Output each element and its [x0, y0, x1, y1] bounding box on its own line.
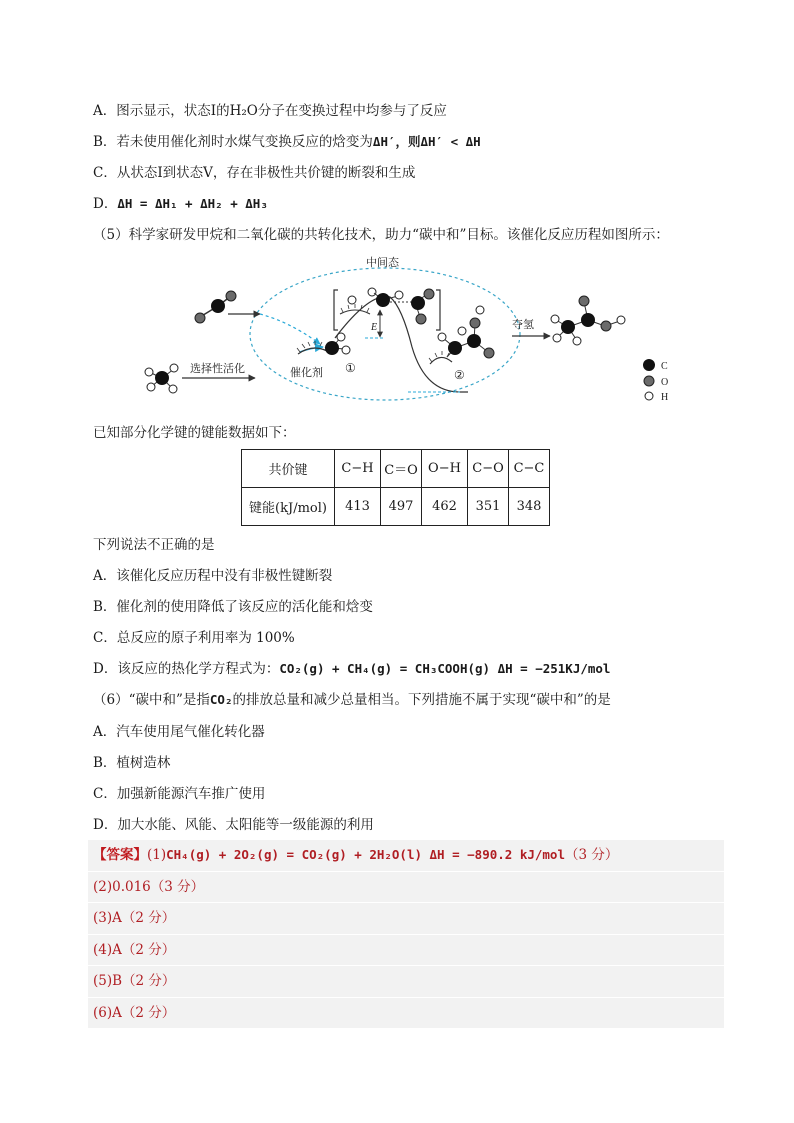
answer-row-2: (2)0.016（3 分） — [88, 872, 724, 904]
ts-bracket-right — [436, 290, 440, 330]
q5-option-d-text: D．该反应的热化学方程式为： — [93, 661, 280, 677]
q5-option-b: B．催化剂的使用降低了该反应的活化能和焓变 — [93, 599, 373, 615]
legend-oxygen-swatch — [644, 376, 654, 386]
bond-table-value-label: 键能(kJ/mol) — [242, 488, 335, 526]
atom-legend — [643, 359, 668, 403]
q4-option-a: A．图示显示，状态Ⅰ的H₂O分子在变换过程中均参与了反应 — [93, 103, 447, 119]
transition-state-species — [340, 288, 434, 324]
adsorbed-ch3 — [325, 333, 350, 355]
q4-option-b-text: B．若未使用催化剂时水煤气变换反应的焓变为 — [93, 134, 373, 150]
catalyst-surface-2 — [429, 351, 452, 364]
q5-option-d-formula: CO₂(g) + CH₄(g) = CH₃COOH(g) ΔH = −251KJ/mol — [279, 661, 611, 676]
bond-energy-table — [241, 449, 550, 526]
legend-oxygen-label: O — [661, 377, 669, 388]
co2-path — [260, 314, 320, 344]
intermediate-region — [250, 268, 520, 400]
selective-activation-label: 选择性活化 — [190, 363, 245, 375]
bond-table-header-row — [242, 450, 550, 488]
q5-option-a: A．该催化反应历程中没有非极性键断裂 — [93, 568, 333, 584]
bond-table-header-label: 共价键 — [242, 450, 335, 488]
answer-row-4: (4)A（2 分） — [88, 935, 724, 967]
bond-energy: 351 — [468, 488, 509, 526]
q4-option-d-label: D． — [93, 196, 118, 212]
q4-option-c: C．从状态Ⅰ到状态Ⅴ，存在非极性共价键的断裂和生成 — [93, 165, 416, 181]
answer-1-prefix: (1) — [147, 847, 167, 863]
intermediate-label: 中间态 — [366, 257, 399, 269]
energy-label: E — [371, 322, 378, 333]
q5-stem: （5）科学家研发甲烷和二氧化碳的共转化技术，助力“碳中和”目标。该催化反应历程如图所示： — [93, 227, 669, 243]
ts-bracket-left — [334, 290, 338, 330]
bond-energy: 497 — [381, 488, 422, 526]
catalyst-label: 催化剂 — [290, 367, 323, 379]
answer-row-6: (6)A（2 分） — [88, 998, 724, 1030]
answer-tag: 【答案】 — [93, 847, 147, 863]
q6-stem-after: 的排放总量和减少总量相当。下列措施不属于实现“碳中和”的是 — [232, 692, 611, 708]
answer-block — [88, 840, 724, 1029]
answer-1-points: （3 分） — [564, 847, 619, 863]
q6-option-d: D．加大水能、风能、太阳能等一级能源的利用 — [93, 817, 374, 833]
q4-option-d-formula: ΔH = ΔH₁ + ΔH₂ + ΔH₃ — [117, 196, 268, 211]
legend-hydrogen-swatch — [645, 392, 653, 400]
q6-stem-before: （6）“碳中和”是指 — [93, 692, 210, 708]
reaction-mechanism-diagram — [140, 252, 680, 412]
bond-name: C＝O — [381, 450, 422, 488]
step2-label: ② — [454, 368, 465, 382]
q6-option-c: C．加强新能源汽车推广使用 — [93, 786, 266, 802]
ch4-molecule — [145, 364, 178, 393]
q4-option-b-formula: ΔH′，则ΔH′ < ΔH — [372, 134, 481, 149]
answer-1-formula: CH₄(g) + 2O₂(g) = CO₂(g) + 2H₂O(l) ΔH = −890.2 kJ/mol — [166, 847, 565, 862]
bond-energy: 348 — [509, 488, 550, 526]
bond-name: C−C — [509, 450, 550, 488]
co2-molecule — [195, 291, 236, 323]
bond-table-value-row — [242, 488, 550, 526]
q4-option-b — [93, 133, 481, 151]
answer-row-1 — [88, 840, 724, 872]
answer-row-5: (5)B（2 分） — [88, 966, 724, 998]
q5-question: 下列说法不正确的是 — [93, 537, 215, 553]
legend-carbon-swatch — [643, 359, 655, 371]
q6-stem — [93, 691, 611, 709]
bond-energy: 413 — [335, 488, 381, 526]
step1-label: ① — [345, 361, 356, 375]
q4-option-d — [93, 195, 268, 213]
bond-name: C−H — [335, 450, 381, 488]
q6-option-b: B．植树造林 — [93, 755, 171, 771]
energy-profile-curve — [335, 297, 468, 392]
answer-row-3: (3)A（2 分） — [88, 903, 724, 935]
q6-stem-formula: CO₂ — [209, 692, 233, 707]
bond-intro: 已知部分化学键的键能数据如下： — [93, 425, 296, 441]
acetic-acid-molecule — [551, 296, 625, 345]
legend-hydrogen-label: H — [661, 392, 669, 403]
q5-option-d — [93, 660, 610, 678]
adsorbed-acetate — [438, 306, 494, 358]
bond-energy: 462 — [422, 488, 468, 526]
bond-name: O−H — [422, 450, 468, 488]
hydrogen-capture-label: 夺氢 — [512, 319, 534, 331]
q6-option-a: A．汽车使用尾气催化转化器 — [93, 724, 265, 740]
legend-carbon-label: C — [661, 361, 668, 372]
q5-option-c: C．总反应的原子利用率为 100% — [93, 630, 295, 646]
bond-name: C−O — [468, 450, 509, 488]
